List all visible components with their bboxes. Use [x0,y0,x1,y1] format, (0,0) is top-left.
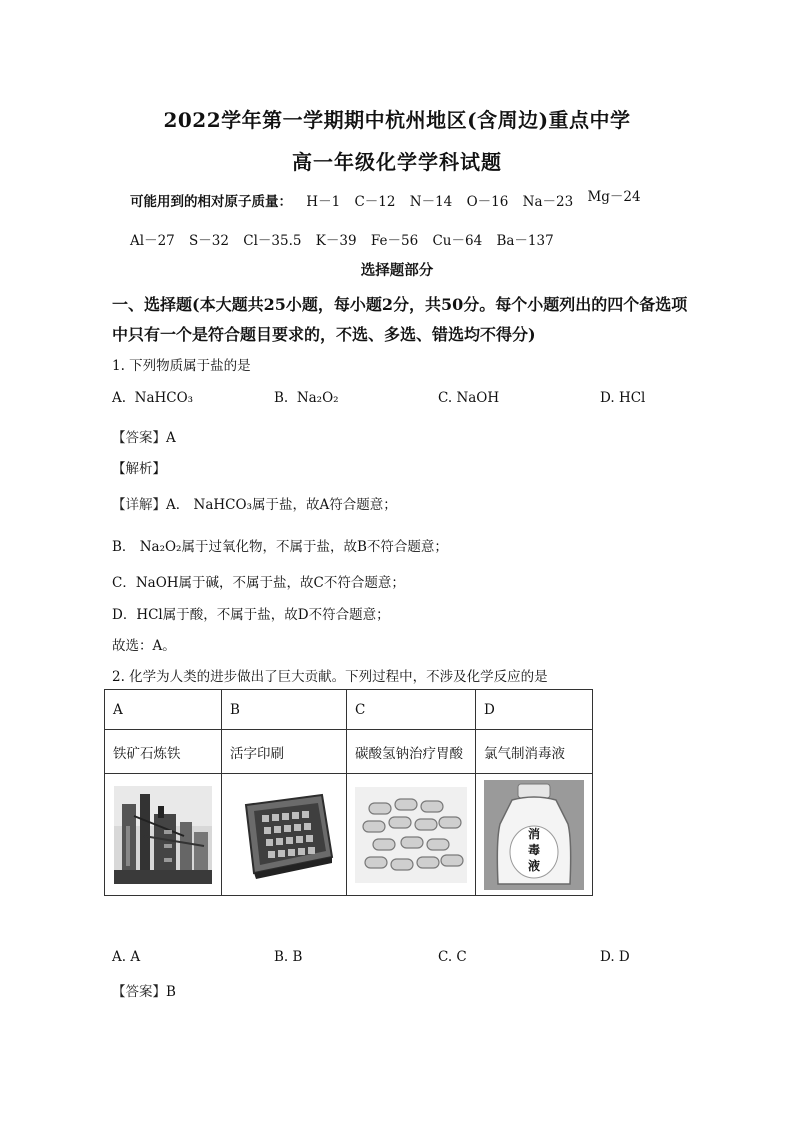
q2-item-a: 铁矿石炼铁 [105,730,222,774]
q1-option-b [274,390,339,406]
q2-header-a: A [105,690,222,730]
q1-answer-value: A [166,430,176,446]
q1-detail-text-1: A． NaHCO₃属于盐，故A符合题意； [166,497,397,513]
q2-table-image-row [105,774,593,896]
q1-detail-line-4: D．HCl属于酸，不属于盐，故D不符合题意； [112,607,390,623]
q1-option-a [112,390,193,406]
movable-type-image [232,787,336,883]
q2-image-cell-c [347,774,476,896]
atomic-mass-al: Al－27 [130,233,175,249]
q2-option-a: A. A [112,949,141,965]
exam-title-line2: 高一年级化学学科试题 [292,150,502,174]
q2-option-c: C. C [438,949,467,965]
tablets-image [355,787,467,883]
q1-option-d-text: HCl [618,390,646,406]
q1-detail-line-1 [112,493,397,513]
q2-table [104,689,593,896]
q1-option-b-label: B. [274,390,289,406]
q1-option-d-label: D. [600,390,615,406]
q2-stem: 2. 化学为人类的进步做出了巨大贡献。下列过程中，不涉及化学反应的是 [112,669,548,685]
section1-heading: 一、选择题(本大题共25小题，每小题2分，共50分。每个小题列出的四个备选项中只有一个是符合题目要求的，不选、多选、错选均不得分) [112,295,688,344]
atomic-mass-mg: Mg－24 [587,189,641,205]
q1-option-c-text: NaOH [456,390,500,406]
q2-option-d: D. D [600,949,630,965]
atomic-mass-row2 [130,229,564,249]
atomic-mass-na: Na－23 [522,194,574,210]
atomic-mass-n: N－14 [409,194,453,210]
q2-table-item-row [105,730,593,774]
blast-furnace-image [114,786,212,884]
q1-option-c [438,390,499,406]
atomic-mass-label: 可能用到的相对原子质量： [130,194,292,210]
exam-title-line1: 2022学年第一学期期中杭州地区(含周边)重点中学 [163,108,631,132]
q2-image-cell-b [222,774,347,896]
atomic-mass-cu: Cu－64 [432,233,483,249]
q1-detail-line-3: C．NaOH属于碱，不属于盐，故C不符合题意； [112,575,405,591]
q2-option-b: B. B [274,949,303,965]
q1-option-a-text: NaHCO₃ [134,390,194,406]
atomic-mass-s: S－32 [189,233,229,249]
atomic-mass-h: H－1 [306,194,341,210]
q2-table-header-row [105,690,593,730]
atomic-mass-fe: Fe－56 [370,233,419,249]
q2-item-d: 氯气制消毒液 [476,730,593,774]
q1-analysis-tag: 【解析】 [112,461,166,477]
q1-answer-tag: 【答案】 [112,430,166,446]
q1-option-c-label: C. [438,390,453,406]
bottle-label-char-3: 液 [527,858,541,873]
q2-item-b: 活字印刷 [222,730,347,774]
q2-answer-tag: 【答案】 [112,984,166,1000]
section-title: 选择题部分 [360,262,434,279]
atomic-mass-row1 [130,190,651,210]
atomic-mass-k: K－39 [315,233,357,249]
q2-image-cell-a [105,774,222,896]
atomic-mass-cl: Cl－35.5 [243,233,302,249]
q1-option-a-label: A. [112,390,127,406]
q2-answer-value: B [166,984,176,1000]
q2-answer [112,980,176,1000]
atomic-mass-c: C－12 [354,194,396,210]
bottle-label-char-1: 消 [527,826,541,841]
disinfectant-bottle-image [484,780,584,890]
q2-header-d: D [476,690,593,730]
atomic-mass-o: O－16 [466,194,509,210]
q1-detail-line-2: B． Na₂O₂属于过氧化物，不属于盐，故B不符合题意； [112,539,448,555]
q1-option-b-text: Na₂O₂ [296,390,339,406]
atomic-mass-ba: Ba－137 [496,233,554,249]
q1-stem: 1. 下列物质属于盐的是 [112,358,251,374]
bottle-label-char-2: 毒 [527,842,541,857]
q1-answer [112,426,176,446]
q2-image-cell-d [476,774,593,896]
q2-header-b: B [222,690,347,730]
q1-conclusion: 故选：A。 [112,638,176,654]
q1-option-d [600,390,645,406]
q1-detail-tag: 【详解】 [112,497,166,513]
q2-item-c: 碳酸氢钠治疗胃酸 [347,730,476,774]
q2-header-c: C [347,690,476,730]
